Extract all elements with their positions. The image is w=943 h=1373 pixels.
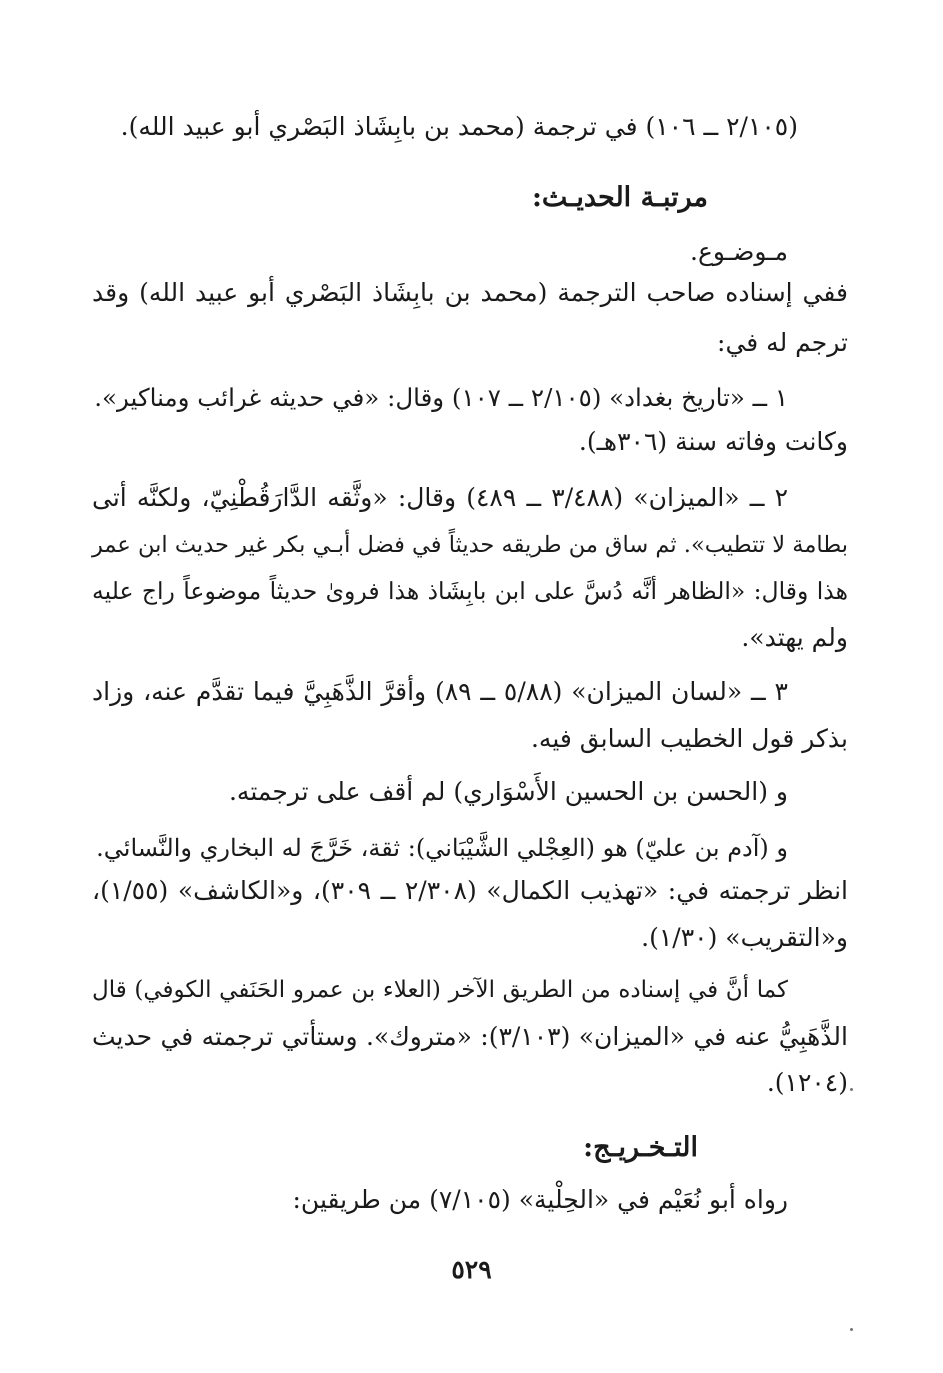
citation-3-line: ٣ ــ «لسان الميزان» (٥/٨٨ ــ ٨٩) وأقرَّ الذَّهَبِيَّ فيما تقدَّم عنه، وزاد: [92, 677, 788, 706]
body-text-line: ترجم له في:: [717, 328, 848, 357]
second-chain-line: (١٢٠٤).: [766, 1068, 848, 1097]
grade-verdict: مـوضـوع.: [690, 237, 788, 266]
scan-speck: [850, 1088, 853, 1091]
citation-2-line: ولم يهتد».: [741, 623, 848, 652]
narrator-note-line: و«التقريب» (١/٣٠).: [641, 923, 848, 952]
section-heading-hadith-grade: مرتبـة الحديـث:: [531, 182, 708, 213]
second-chain-line: كما أنَّ في إسناده من الطريق الآخر (العلاء بن عمرو الحَنَفي الكوفي) قال: [92, 977, 788, 1003]
reference-line: (٢/١٠٥ ــ ١٠٦) في ترجمة (محمد بن بابِشَاذ البَصْري أبو عبيد الله).: [120, 112, 798, 141]
narrator-note-line: انظر ترجمته في: «تهذيب الكمال» (٢/٣٠٨ ــ ٣٠٩)، و«الكاشف» (١/٥٥)،: [92, 876, 848, 905]
citation-1-line: ١ ــ «تاريخ بغداد» (٢/١٠٥ ــ ١٠٧) وقال: «في حديثه غرائب ومناكير».: [94, 383, 788, 412]
page-number: ٥٢٩: [451, 1255, 492, 1284]
narrator-note-line: و (آدم بن عليّ) هو (العِجْلي الشَّيْبَاني): ثقة، خَرَّجَ له البخاري والنَّسائي.: [96, 834, 788, 862]
narrator-note-line: و (الحسن بن الحسين الأَسْوَاري) لم أقف على ترجمته.: [228, 777, 788, 806]
body-text-line: ففي إسناده صاحب الترجمة (محمد بن بابِشَاذ البَصْري أبو عبيد الله) وقد: [92, 278, 848, 307]
citation-1-line: وكانت وفاته سنة (٣٠٦هـ).: [578, 427, 848, 456]
second-chain-line: الذَّهَبِيُّ عنه في «الميزان» (٣/١٠٣): «متروك». وستأتي ترجمته في حديث: [92, 1022, 848, 1051]
scan-speck: [850, 1328, 853, 1331]
citation-2-line: هذا وقال: «الظاهر أنَّه دُسَّ على ابن بابِشَاذ هذا فروىٰ حديثاً موضوعاً راج عليه: [92, 577, 848, 605]
section-heading-takhrij: التـخـريـج:: [583, 1132, 698, 1163]
citation-2-line: بطامة لا تتطيب». ثم ساق من طريقه حديثاً في فضل أبـي بكر غير حديث ابن عمر: [92, 532, 848, 558]
citation-3-line: بذكر قول الخطيب السابق فيه.: [530, 724, 848, 753]
citation-2-line: ٢ ــ «الميزان» (٣/٤٨٨ ــ ٤٨٩) وقال: «وثَّقه الدَّارَقُطْنِيّ، ولكنَّه أتى: [92, 483, 788, 512]
takhrij-text-line: رواه أبو نُعَيْم في «الحِلْية» (٧/١٠٥) من طريقين:: [292, 1185, 788, 1214]
